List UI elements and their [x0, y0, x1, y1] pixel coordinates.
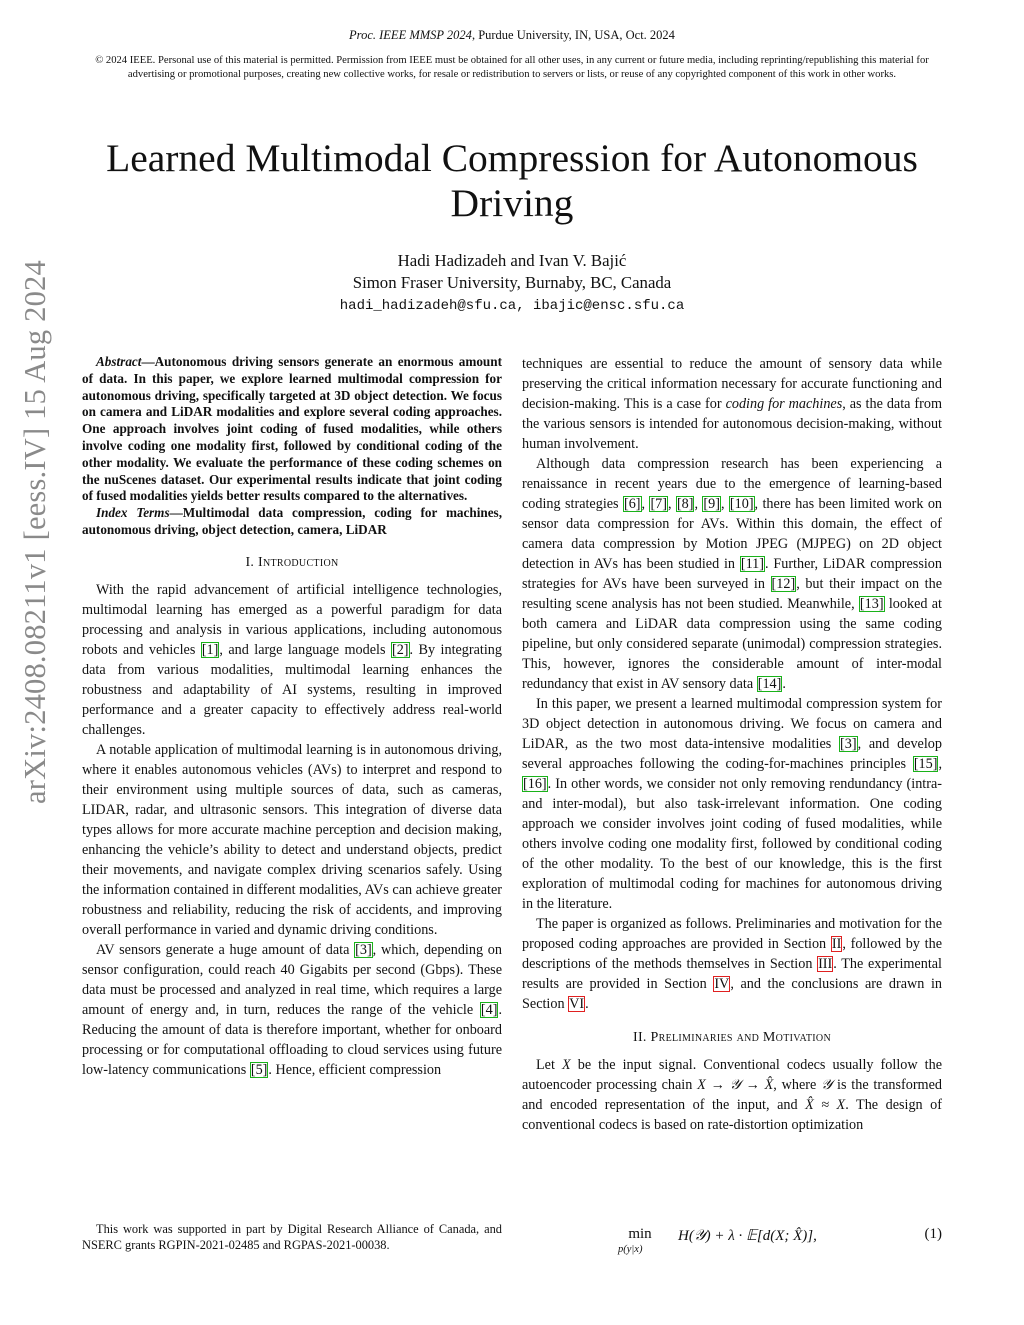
footnote: This work was supported in part by Digital Research Alliance of Canada, and NSERC grants RGPIN-2021-02485 and RGPAS-2021-00038. — [82, 1222, 502, 1252]
citation-link[interactable]: [1] — [201, 641, 219, 658]
text: looked at both camera and LiDAR data compression using the same coding pipeline, but only considered separate (unimodal) compression strategies. This, however, ignores the considerable amount of inter-modal redundancy that exist in AV sensory data — [522, 596, 942, 692]
math-symbol: 𝒴 — [821, 1077, 833, 1093]
text: . — [782, 676, 786, 692]
paper-title: Learned Multimodal Compression for Autonomous Driving — [106, 136, 918, 225]
citation-link[interactable]: [3] — [355, 941, 372, 958]
paragraph — [522, 354, 942, 454]
section-heading-preliminaries — [522, 1028, 942, 1048]
citation-link[interactable]: [5] — [250, 1061, 268, 1078]
separator: , — [668, 496, 676, 512]
text: , and large language models — [219, 641, 391, 658]
paragraph — [82, 940, 502, 1080]
paragraph — [82, 580, 502, 740]
paragraph — [522, 914, 942, 1014]
text: The paper is organized as follows. Preliminaries and motivation for the proposed coding approaches are provided in Section — [522, 916, 942, 952]
right-column — [522, 354, 942, 1135]
paragraph: A notable application of multimodal learning is in autonomous driving, where it enables autonomous vehicles (AVs) to interpret and respond to their environment using multiple sources of data, such as cameras, LIDAR, radar, and ultrasonic sensors. This integration of diverse data types allows for more accurate machine perception and decision making, enhancing the vehicle’s ability to detect and understand objects, predict their movements, and navigate complex driving scenarios safely. Using the information contained in different modalities, AVs can achieve greater robustness and reliability, reducing the risk of accidents, and improving overall performance in varied and dynamic driving conditions. — [82, 741, 502, 938]
text: , which, depending on sensor configuration, could reach 40 Gigabits per second (Gbps). These data must be processed and analyzed in real time, which requires a large amount of energy and, in turn, reduces the range of the vehicle — [82, 941, 502, 1018]
text: . By integrating data from various modalities, multimodal learning enhances the robustness and adaptability of AI systems, resulting in improved performance and a greater capacity to effectively address real-world challenges. — [82, 641, 502, 738]
paragraph — [522, 1055, 942, 1135]
index-terms-text: —Multimodal data compression, coding for machines, autonomous driving, object detection, camera, LiDAR — [82, 505, 502, 537]
text: . In other words, we consider not only removing rendundancy (intra- and inter-modal), but also task-irrelevant information. One coding approach we consider involves joint coding of fused modalities, while others involve coding one modality first, followed by conditional coding of the other modality. To the best of our knowledge, this is the first exploration of multimodal coding for machines for autonomous driving in the literature. — [522, 776, 942, 912]
section-number: I. — [245, 554, 259, 570]
citation-link[interactable]: [8] — [676, 496, 694, 512]
index-terms-label: Index Terms — [96, 505, 170, 521]
citation-link[interactable]: [9] — [703, 496, 720, 512]
citation-link[interactable]: [7] — [650, 496, 667, 512]
math-symbol: X — [561, 1057, 571, 1073]
text: be the input signal. Conventional codecs usually follow the autoencoder processing chain — [522, 1057, 943, 1093]
citation-link[interactable]: [3] — [840, 736, 857, 752]
paragraph — [522, 454, 942, 694]
citation-link[interactable]: [11] — [740, 556, 764, 572]
separator: , — [938, 756, 942, 772]
separator: , — [641, 496, 650, 512]
affiliation: Simon Fraser University, Burnaby, BC, Canada — [352, 273, 672, 292]
text: techniques are essential to reduce the amount of sensory data while preserving the critical information necessary for accurate functioning and decision-making. This is a case for — [522, 356, 942, 412]
section-title: Introduction — [258, 554, 339, 570]
text: , and the conclusions are drawn in Section — [522, 976, 942, 1012]
author-names: Hadi Hadizadeh and Ivan V. Bajić — [397, 251, 627, 270]
citation-link[interactable]: [6] — [623, 496, 641, 512]
citation-link[interactable]: [12] — [771, 576, 796, 592]
math-expression: X → 𝒴 → X̂ — [697, 1077, 774, 1093]
equation-1 — [522, 1222, 942, 1262]
equation-operator: min — [628, 1226, 652, 1242]
text: . The design of conventional codecs is based on rate-distortion optimization — [522, 1097, 942, 1133]
equation-number: (1) — [924, 1226, 942, 1242]
citation-link[interactable]: [13] — [859, 596, 884, 612]
section-heading-introduction — [82, 553, 502, 573]
section-link[interactable]: IV — [714, 976, 730, 992]
abstract — [82, 354, 502, 505]
equation-subscript: p(y|x) — [618, 1244, 643, 1255]
abstract-label: Abstract — [96, 354, 142, 369]
text: , and develop several approaches following the coding-for-machines principles — [522, 736, 942, 772]
section-link[interactable]: III — [818, 956, 833, 972]
section-link[interactable]: II — [831, 936, 842, 952]
equation-body: H(𝒴) + λ · 𝔼[d(X; X̂)], — [678, 1228, 817, 1244]
text: , there has been limited work on sensor data compression for AVs. Within this domain, the effect of camera data compression by Motion JPEG (MJPEG) on 2D object detection in AVs has been studied in — [522, 496, 943, 572]
venue-line — [0, 28, 1024, 43]
text: , where — [773, 1077, 822, 1093]
emphasis: coding for machines — [725, 396, 843, 412]
text: In this paper, we present a learned multimodal compression system for 3D object detection in autonomous driving. We focus on camera and LiDAR, as the two most data-intensive modalities — [522, 696, 942, 752]
text: , but their impact on the resulting scene analysis has not been studied. Meanwhile, — [522, 576, 942, 612]
text: AV sensors generate a huge amount of data — [96, 941, 355, 958]
venue-details: , Purdue University, IN, USA, Oct. 2024 — [471, 28, 675, 42]
separator: , — [720, 496, 729, 512]
abstract-text: —Autonomous driving sensors generate an enormous amount of data. In this paper, we explore learned multimodal compression for autonomous driving, specifically targeted at 3D object detection. We focus on camera and LiDAR modalities and explore several coding approaches. One approach involves joint coding of fused modalities, while others involve coding one modality first, followed by conditional coding of the other modality. We evaluate the performance of these coding schemes on the nuScenes dataset. Our experimental results indicate that joint coding of fused modalities yields better results compared to the alternatives. — [82, 354, 502, 504]
text: . Hence, efficient compression — [268, 1061, 442, 1078]
copyright-notice: © 2024 IEEE. Personal use of this material is permitted. Permission from IEEE must be obtained for all other uses, in any current or future media, including reprinting/republishing this material for advertising or promotional purposes, creating new collective works, for resale or redistribution to servers or lists, or reuse of any copyrighted component of this work in other works. — [95, 55, 929, 81]
citation-link[interactable]: [15] — [913, 756, 938, 772]
text: . Reducing the amount of data is therefore important, whether for onboard processing or for computational offloading to cloud services using future low-latency communications — [82, 1001, 502, 1078]
text: . — [585, 996, 589, 1012]
text: . Further, LiDAR compression strategies for AVs have been surveyed in — [522, 556, 942, 592]
index-terms — [82, 505, 502, 539]
paragraph — [522, 694, 942, 914]
citation-link[interactable]: [16] — [523, 776, 547, 792]
text: , followed by the descriptions of the methods themselves in Section — [522, 936, 943, 972]
venue-name: Proc. IEEE MMSP 2024 — [349, 28, 472, 42]
section-link[interactable]: VI — [569, 996, 585, 1012]
text: is the transformed and encoded representation of the input, and — [522, 1077, 942, 1113]
text: Let — [536, 1057, 562, 1073]
text: , as the data from the various sensors is intended for autonomous decision-making, without human involvement. — [522, 396, 942, 452]
text: Although data compression research has been experiencing a renaissance in recent years due to the emergence of learning-based coding strategies — [522, 456, 942, 512]
text: With the rapid advancement of artificial intelligence technologies, multimodal learning has emerged as a powerful paradigm for data processing and analysis in various applications, including autonomous robots and vehicles — [82, 581, 502, 658]
author-emails: hadi_hadizadeh@sfu.ca, ibajic@ensc.sfu.ca — [339, 298, 685, 314]
citation-link[interactable]: [2] — [391, 641, 409, 658]
section-title: Preliminaries and Motivation — [650, 1030, 831, 1045]
arxiv-stamp: arXiv:2408.08211v1 [eess.IV] 15 Aug 2024 — [18, 260, 52, 804]
section-number: II. — [633, 1030, 651, 1045]
citation-link[interactable]: [14] — [757, 676, 782, 692]
citation-link[interactable]: [4] — [480, 1001, 498, 1018]
citation-link[interactable]: [10] — [729, 496, 754, 512]
separator: , — [694, 496, 703, 512]
author-block — [0, 250, 1024, 294]
math-expression: X̂ ≈ X — [805, 1097, 846, 1113]
text: . The experimental results are provided in Section — [522, 956, 942, 992]
left-column — [82, 354, 502, 1080]
